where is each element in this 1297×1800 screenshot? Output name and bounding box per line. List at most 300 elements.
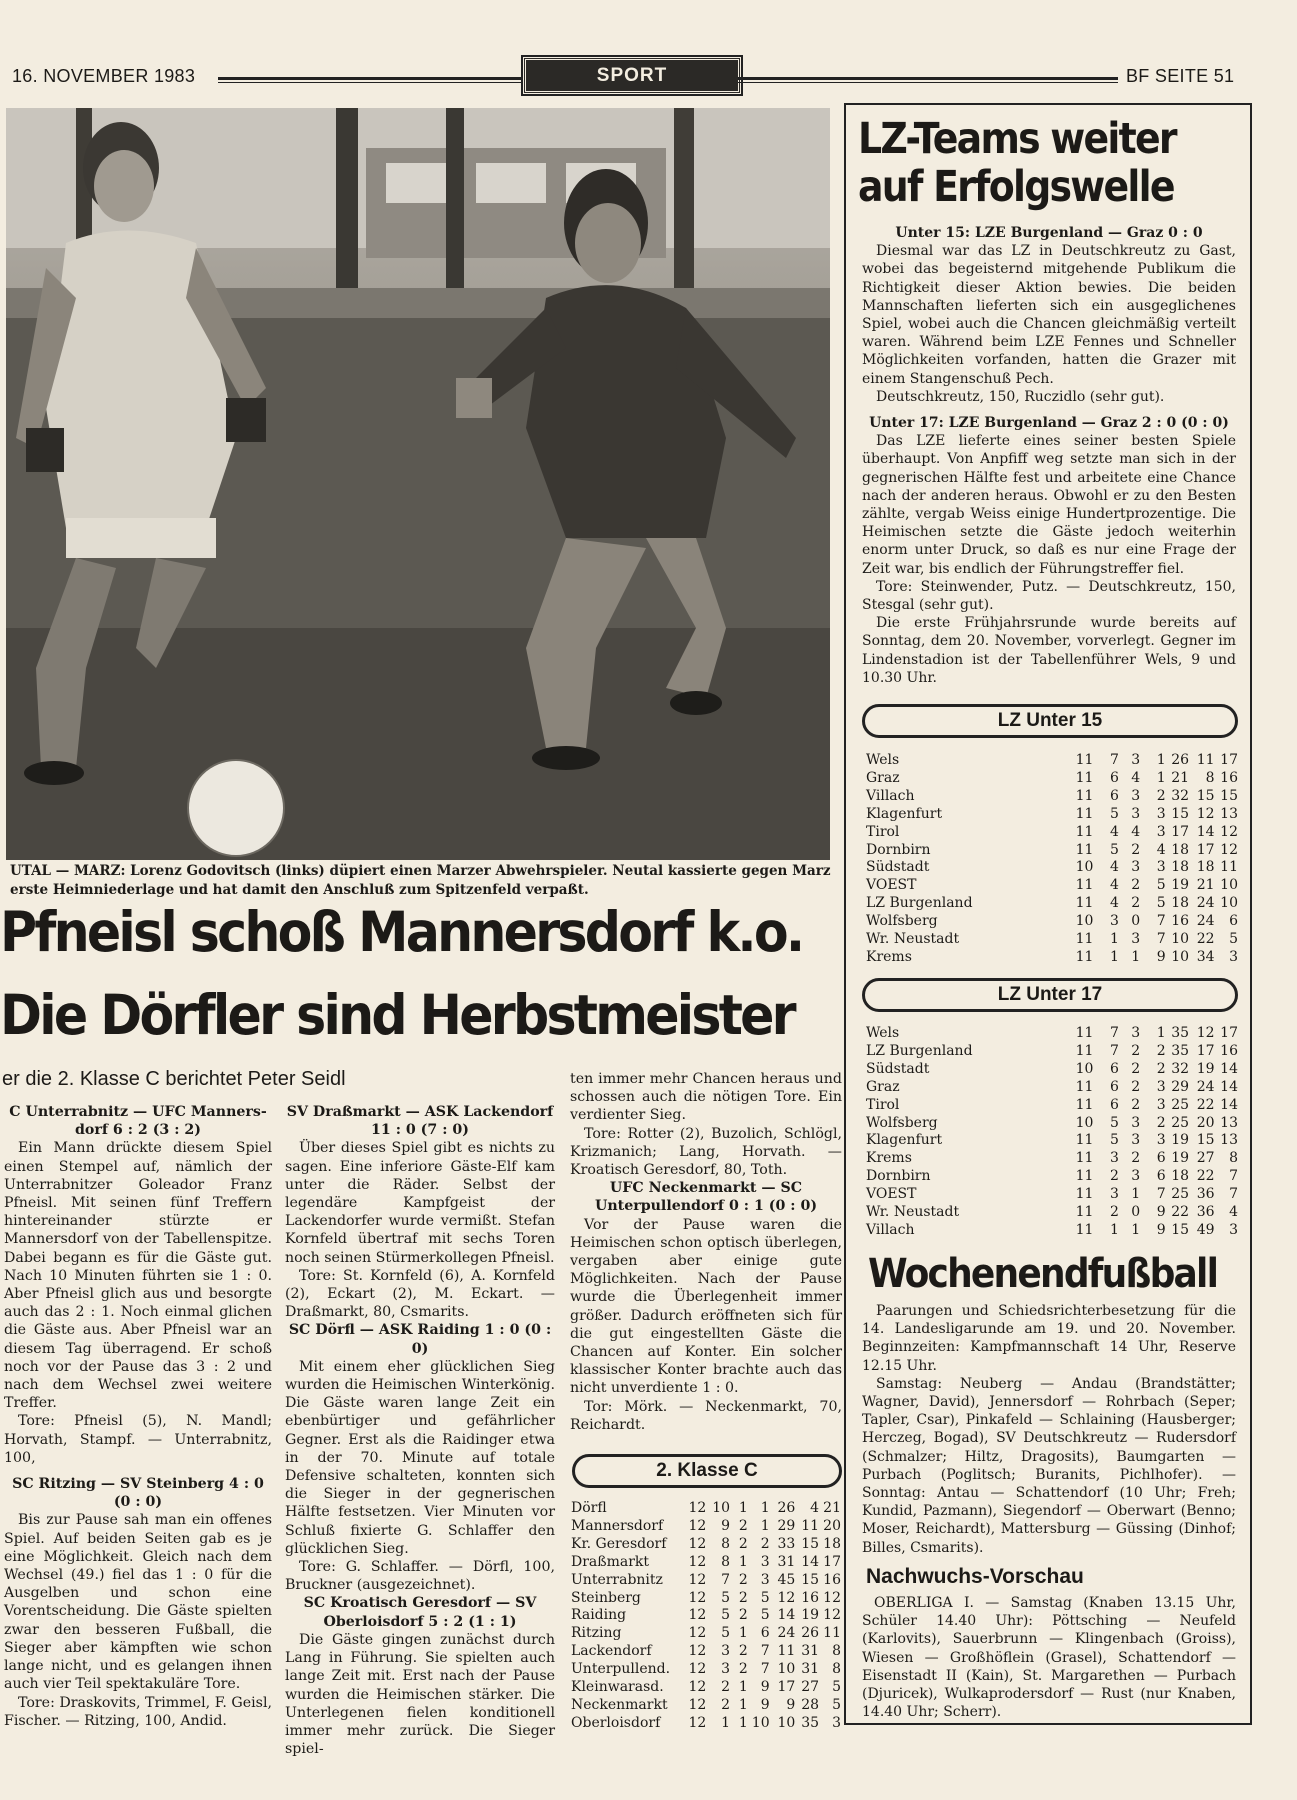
stat-cell: 24 — [1196, 1078, 1215, 1095]
stat-cell: 5 — [832, 1696, 841, 1713]
stat-cell: 5 — [760, 1589, 770, 1606]
stat-cell: 4 — [1110, 895, 1119, 912]
stat-cell: 3 — [1131, 805, 1141, 822]
stat-cell: 5 — [760, 1607, 770, 1624]
team-name: Wr. Neustadt — [866, 931, 960, 948]
team-name: Klagenfurt — [866, 1132, 943, 1149]
stat-cell: 11 — [1075, 895, 1094, 912]
stat-cell: 11 — [1075, 841, 1094, 858]
team-name: Dornbirn — [866, 841, 931, 858]
stat-cell: 29 — [1171, 1078, 1190, 1095]
stat-cell: 19 — [1171, 1150, 1190, 1167]
col1-subheading: C Unterrabnitz — UFC Manners- — [9, 1104, 267, 1120]
table-row — [571, 1697, 841, 1715]
stat-cell: 15 — [801, 1535, 820, 1552]
stat-cell: 10 — [1220, 877, 1238, 894]
stat-cell: 17 — [823, 1553, 841, 1570]
stat-cell: 18 — [1171, 859, 1190, 876]
table-row — [866, 842, 1238, 860]
stat-cell: 7 — [1229, 1168, 1238, 1185]
stat-cell: 12 — [688, 1661, 707, 1678]
section-label: SPORT — [523, 57, 741, 94]
page-number: BF SEITE 51 — [1126, 66, 1235, 86]
team-name: Lackendorf — [571, 1643, 652, 1660]
col2-paragraph: Über dieses Spiel gibt es nichts zu sagen. Eine inferiore Gäste-Elf kam unter die Räder. Selbst der legendäre Kampfgeist der Lackendorfer wurde vermißt. Stefan Kornfeld übertraf mit sechs Toren noch seinen Stürmerkollegen Pfneisl. — [285, 1140, 555, 1266]
team-name: Wels — [866, 1025, 900, 1041]
table-row — [866, 1097, 1238, 1115]
stat-cell: 1 — [1131, 948, 1141, 965]
stat-cell: 1 — [738, 1500, 748, 1516]
stat-cell: 4 — [810, 1500, 820, 1516]
table-row — [866, 895, 1238, 913]
wochenend-paragraph: Samstag: Neuberg — Andau (Brandstätter; Wagner, David), Jennersdorf — Rohrbach (Seper; Tapler, Csar), Pinkafeld — Schlaining (Hausberger; Herczeg, Bogad), SV Deutschkreutz — Rudersdorf (Schmalzer; Hiltz, Dragosits), Baumgarten — Purbach (Poglitsch; Buranits, Pichlhofer). — Sonntag: Antau — Schattendorf (10 Uhr; Freh; Kundid, Pazmann), Siegendorf — Oberwart (Benno; Moser, Reichardt), Mattersburg — Güssing (Dinhof; Billes, Csmarits). — [862, 1375, 1236, 1556]
stat-cell: 8 — [832, 1643, 841, 1660]
stat-cell: 31 — [801, 1643, 820, 1660]
stat-cell: 6 — [1156, 1150, 1166, 1167]
stat-cell: 12 — [688, 1679, 707, 1696]
team-name: Klagenfurt — [866, 805, 943, 822]
table-row — [866, 752, 1238, 770]
stat-cell: 2 — [1131, 1096, 1141, 1113]
stat-cell: 2 — [1156, 1114, 1166, 1131]
stat-cell: 29 — [777, 1517, 796, 1534]
stat-cell: 2 — [1156, 1042, 1166, 1059]
stat-cell: 19 — [1171, 1132, 1190, 1149]
table-row — [571, 1500, 841, 1518]
stat-cell: 17 — [1220, 1025, 1238, 1041]
unter17-table — [866, 1025, 1238, 1240]
stat-cell: 2 — [1110, 1168, 1119, 1185]
stat-cell: 2 — [1131, 1042, 1141, 1059]
stat-cell: 12 — [688, 1643, 707, 1660]
stat-cell: 3 — [832, 1714, 841, 1731]
stat-cell: 6 — [1229, 913, 1238, 930]
nachwuchs-article — [862, 1594, 1236, 1721]
stat-cell: 10 — [1075, 859, 1094, 876]
stat-cell: 9 — [1156, 1221, 1166, 1238]
stat-cell: 12 — [688, 1500, 707, 1516]
stat-cell: 3 — [1156, 859, 1166, 876]
table-row — [866, 877, 1238, 895]
stat-cell: 11 — [1075, 948, 1094, 965]
stat-cell: 6 — [1110, 769, 1119, 786]
table-row — [571, 1661, 841, 1679]
col2-subheading: SC Kroatisch Geresdorf — SV Oberloisdorf 5 : 2 (1 : 1) — [303, 1595, 537, 1630]
stat-cell: 24 — [1196, 895, 1215, 912]
unter15-title-text: LZ Unter 15 — [997, 710, 1103, 731]
stat-cell: 6 — [1110, 1060, 1119, 1077]
stat-cell: 8 — [832, 1661, 841, 1678]
stat-cell: 12 — [1196, 1025, 1215, 1041]
stat-cell: 25 — [1171, 1096, 1190, 1113]
stat-cell: 1 — [760, 1500, 770, 1516]
col3-paragraph: Tore: Rotter (2), Buzolich, Schlögl, Krizmanich; Lang, Horvath. — Kroatisch Geresdorf, 80, Toth. — [570, 1125, 842, 1179]
stat-cell: 27 — [1196, 1150, 1215, 1167]
nachwuchs-title: Nachwuchs-Vorschau — [866, 1565, 1084, 1588]
stat-cell: 7 — [1156, 913, 1166, 930]
stat-cell: 8 — [721, 1553, 731, 1570]
stat-cell: 15 — [1196, 1132, 1215, 1149]
stat-cell: 3 — [721, 1661, 731, 1678]
unter17-title-text: LZ Unter 17 — [997, 984, 1103, 1005]
stat-cell: 27 — [801, 1679, 820, 1696]
stat-cell: 19 — [1171, 877, 1190, 894]
table-row — [866, 1061, 1238, 1079]
table-row — [866, 1150, 1238, 1168]
stat-cell: 34 — [1196, 948, 1215, 965]
stat-cell: 5 — [832, 1679, 841, 1696]
stat-cell: 32 — [1171, 1060, 1190, 1077]
photo-caption — [10, 862, 835, 900]
stat-cell: 4 — [1110, 823, 1119, 840]
stat-cell: 3 — [1131, 1114, 1141, 1131]
stat-cell: 18 — [823, 1535, 841, 1552]
stat-cell: 16 — [823, 1571, 841, 1588]
team-name: Villach — [866, 787, 915, 804]
stat-cell: 12 — [688, 1553, 707, 1570]
lz-paragraph: Das LZE lieferte eines seiner besten Spiele überhaupt. Von Anpfiff weg setzte man sich in der gegnerischen Hälfte fest und arbeitete eine Chance nach der anderen heraus. Obwohl er zu den Besten zählte, vergab Weiss einige Hundertprozentige. Die Heimischen setzte die Gäste jedoch weiterhin enorm unter Druck, so daß es nur eine Frage der Zeit war, bis endlich der Führungstreffer fiel. — [862, 433, 1236, 577]
stat-cell: 7 — [760, 1643, 770, 1660]
team-name: Draßmarkt — [571, 1553, 650, 1570]
table-row — [866, 1132, 1238, 1150]
table-row — [866, 1222, 1238, 1240]
stat-cell: 10 — [1171, 948, 1190, 965]
col3-paragraph: Vor der Pause waren die Heimischen schon optisch überlegen, vergaben aber einige gute Möglichkeiten. Nach der Pause wurde die Überlegenheit immer größer. Dadurch eröffneten sich für die gut eingestellten Gäste die Chancen auf Konter. Ein solcher klassischer Konter brachte auch das nicht unverdiente 1 : 0. — [570, 1216, 842, 1397]
stat-cell: 17 — [1171, 823, 1190, 840]
stat-cell: 24 — [777, 1625, 796, 1642]
stat-cell: 3 — [760, 1553, 770, 1570]
table-row — [866, 913, 1238, 931]
stat-cell: 4 — [1131, 823, 1141, 840]
stat-cell: 1 — [738, 1714, 748, 1731]
stat-cell: 2 — [1131, 1060, 1141, 1077]
team-name: Oberloisdorf — [571, 1714, 661, 1731]
stat-cell: 12 — [688, 1571, 707, 1588]
lz-subheading: Unter 15: LZE Burgenland — Graz 0 : 0 — [895, 225, 1203, 241]
stat-cell: 22 — [1196, 931, 1215, 948]
stat-cell: 1 — [1156, 769, 1166, 786]
col2-paragraph: Tore: G. Schlaffer. — Dörfl, 100, Bruckner (ausgezeichnet). — [285, 1559, 555, 1594]
stat-cell: 16 — [1220, 1042, 1238, 1059]
stat-cell: 11 — [1196, 752, 1215, 768]
unter15-table — [866, 752, 1238, 967]
team-name: Wels — [866, 752, 900, 768]
stat-cell: 4 — [1131, 769, 1141, 786]
stat-cell: 10 — [751, 1714, 770, 1731]
headline-2: Die Dörfler sind Herbstmeister — [0, 983, 794, 1047]
stat-cell: 11 — [1075, 877, 1094, 894]
team-name: Kleinwarasd. — [571, 1679, 664, 1696]
stat-cell: 17 — [1196, 1042, 1215, 1059]
stat-cell: 14 — [1220, 1078, 1238, 1095]
stat-cell: 6 — [760, 1625, 770, 1642]
col1-subheading: SC Ritzing — SV Steinberg 4 : 0 — [12, 1476, 264, 1493]
col2-subheading: 11 : 0 (7 : 0) — [371, 1122, 469, 1139]
stat-cell: 2 — [760, 1535, 770, 1552]
stat-cell: 18 — [1171, 895, 1190, 912]
stat-cell: 9 — [1156, 1204, 1166, 1221]
stat-cell: 3 — [1156, 1132, 1166, 1149]
caption-line-1: UTAL — MARZ: Lorenz Godovitsch (links) düpiert einen Marzer Abwehrspieler. Neutal kassierte gegen Marz — [10, 863, 831, 879]
table-row — [571, 1518, 841, 1536]
stat-cell: 11 — [1075, 1204, 1094, 1221]
stat-cell: 7 — [1110, 1025, 1119, 1041]
byline: er die 2. Klasse C berichtet Peter Seidl — [2, 1068, 346, 1090]
article-column-3 — [570, 1070, 842, 1434]
header-rule-left-thin — [218, 82, 523, 83]
stat-cell: 15 — [1171, 805, 1190, 822]
stat-cell: 14 — [1220, 1060, 1238, 1077]
col1-paragraph: Bis zur Pause sah man ein offenes Spiel. Auf beiden Seiten gab es je eine Möglichkeit. Gleich nach dem Wechsel (49.) fiel das 1 : 0 für die Ausgelben und schon eine Vorentscheidung. Die Gäste spielten zwar den besseren Fußball, die Sieger aber kämpften wie schon lange nicht, und es gelangen ihnen auch vier Teil spektakuläre Tore. — [4, 1512, 272, 1693]
stat-cell: 5 — [1110, 1132, 1119, 1149]
team-name: Raiding — [571, 1607, 627, 1624]
stat-cell: 12 — [688, 1625, 707, 1642]
table-row — [866, 931, 1238, 949]
stat-cell: 1 — [738, 1553, 748, 1570]
stat-cell: 18 — [1171, 1168, 1190, 1185]
lz-paragraph: Tore: Steinwender, Putz. — Deutschkreutz, 150, Stesgal (sehr gut). — [862, 578, 1236, 614]
stat-cell: 36 — [1196, 1186, 1215, 1203]
stat-cell: 14 — [777, 1607, 796, 1624]
klasse-c-table — [571, 1500, 841, 1733]
stat-cell: 26 — [777, 1500, 796, 1516]
stat-cell: 3 — [1156, 805, 1166, 822]
stat-cell: 1 — [1110, 948, 1119, 965]
stat-cell: 17 — [1196, 841, 1215, 858]
stat-cell: 11 — [1075, 769, 1094, 786]
stat-cell: 3 — [1156, 1078, 1166, 1095]
lz-paragraph: Deutschkreutz, 150, Ruczidlo (sehr gut). — [876, 388, 1165, 405]
table-row — [866, 949, 1238, 967]
stat-cell: 15 — [1220, 787, 1238, 804]
stat-cell: 31 — [777, 1553, 796, 1570]
stat-cell: 11 — [1075, 1221, 1094, 1238]
stat-cell: 9 — [721, 1517, 731, 1534]
stat-cell: 7 — [1229, 1186, 1238, 1203]
stat-cell: 24 — [1196, 913, 1215, 930]
team-name: Südstadt — [866, 859, 930, 876]
stat-cell: 26 — [801, 1625, 820, 1642]
stat-cell: 21 — [1196, 877, 1215, 894]
col2-subheading: SV Draßmarkt — ASK Lackendorf — [286, 1104, 554, 1120]
stat-cell: 12 — [688, 1535, 707, 1552]
stat-cell: 11 — [1075, 805, 1094, 822]
stat-cell: 15 — [801, 1571, 820, 1588]
stat-cell: 10 — [1075, 913, 1094, 930]
col2-paragraph: Tore: St. Kornfeld (6), A. Kornfeld (2), Eckart (2), M. Eckart. — Draßmarkt, 80, Csmarits. — [285, 1267, 555, 1321]
caption-line-2: erste Heimniederlage und hat damit den Anschluß zum Spitzenfeld verpaßt. — [10, 882, 589, 898]
stat-cell: 2 — [738, 1643, 748, 1660]
stat-cell: 18 — [1171, 841, 1190, 858]
stat-cell: 3 — [1110, 913, 1119, 930]
stat-cell: 12 — [823, 1589, 841, 1606]
lz-article — [862, 224, 1236, 687]
stat-cell: 7 — [1156, 1186, 1166, 1203]
stat-cell: 13 — [1220, 1132, 1238, 1149]
article-column-1 — [4, 1103, 272, 1730]
stat-cell: 10 — [777, 1714, 796, 1731]
wochenend-article — [862, 1302, 1236, 1557]
unter15-table-title — [862, 704, 1238, 738]
stat-cell: 13 — [1220, 805, 1238, 822]
stat-cell: 5 — [1156, 895, 1166, 912]
stat-cell: 2 — [738, 1535, 748, 1552]
stat-cell: 7 — [1110, 752, 1119, 768]
stat-cell: 10 — [1075, 1060, 1094, 1077]
stat-cell: 14 — [1196, 823, 1215, 840]
stat-cell: 11 — [801, 1517, 820, 1534]
klasse-c-table-title — [572, 1454, 842, 1488]
stat-cell: 7 — [760, 1661, 770, 1678]
team-name: Unterrabnitz — [571, 1571, 663, 1588]
col3-paragraph: Tor: Mörk. — Neckenmarkt, 70, Reichardt. — [570, 1398, 842, 1433]
col1-paragraph: Ein Mann drückte diesem Spiel einen Stempel auf, nämlich der Unterrabnitzer Goleador Franz Pfneisl. Mit seinen fünf Treffern hintereinander stürzte er Mannersdorf von der Tabellenspitze. Dabei begann es für die Gäste gut. Nach 10 Minuten führten sie 1 : 0. Aber Pfneisl glich aus und besorgte auch das 2 : 1. Noch einmal glichen die Gäste aus. Aber Pfneisl war an diesem Tag überragend. Er schoß noch vor der Pause das 3 : 2 und nach dem Wechsel zwei weitere Treffer. — [4, 1140, 272, 1412]
col3-paragraph: ten immer mehr Chancen heraus und schossen auch die nötigen Tore. Ein verdienter Sieg. — [570, 1071, 842, 1124]
team-name: Steinberg — [571, 1589, 641, 1606]
stat-cell: 32 — [1171, 787, 1190, 804]
table-row — [571, 1643, 841, 1661]
stat-cell: 16 — [801, 1589, 820, 1606]
table-row — [866, 1025, 1238, 1043]
team-name: Dornbirn — [866, 1168, 931, 1185]
table-row — [866, 806, 1238, 824]
table-row — [571, 1590, 841, 1608]
stat-cell: 8 — [1229, 1150, 1238, 1167]
stat-cell: 3 — [1110, 1186, 1119, 1203]
team-name: Wr. Neustadt — [866, 1204, 960, 1221]
stat-cell: 1 — [738, 1696, 748, 1713]
stat-cell: 10 — [1171, 931, 1190, 948]
team-name: Ritzing — [571, 1625, 622, 1642]
col1-subheading: (0 : 0) — [113, 1494, 163, 1511]
stat-cell: 3 — [1131, 931, 1141, 948]
stat-cell: 28 — [801, 1696, 820, 1713]
stat-cell: 1 — [760, 1517, 770, 1534]
team-name: Wolfsberg — [866, 913, 938, 930]
lz-paragraph: Diesmal war das LZ in Deutschkreutz zu Gast, wobei das begeisternd mitgehende Publikum die Richtigkeit dieser Aktion bewies. Die beiden Mannschaften lieferten sich ein ausgeglichenes Spiel, wobei auch die Chancen gleichmäßig verteilt waren. Während beim LZE Fennes und Schneller Möglichkeiten vorfanden, hatten die Grazer mit einem Stangenschuß Pech. — [862, 243, 1236, 387]
stat-cell: 12 — [688, 1589, 707, 1606]
stat-cell: 3 — [1131, 859, 1141, 876]
stat-cell: 3 — [1229, 948, 1238, 965]
stat-cell: 2 — [1131, 895, 1141, 912]
stat-cell: 12 — [688, 1607, 707, 1624]
team-name: Krems — [866, 1150, 912, 1167]
team-name: Tirol — [866, 1096, 900, 1113]
team-name: Dörfl — [571, 1500, 607, 1516]
stat-cell: 0 — [1131, 913, 1141, 930]
stat-cell: 1 — [721, 1714, 731, 1731]
wochenend-paragraph: Paarungen und Schiedsrichterbesetzung für die 14. Landesligarunde am 19. und 20. November. Beginnzeiten: Kampfmannschaft 14 Uhr, Reserve 12.15 Uhr. — [862, 1303, 1236, 1374]
stat-cell: 2 — [1131, 1150, 1141, 1167]
stat-cell: 26 — [1171, 752, 1190, 768]
team-name: Mannersdorf — [571, 1517, 664, 1534]
stat-cell: 6 — [1110, 1078, 1119, 1095]
stat-cell: 19 — [1196, 1060, 1215, 1077]
col1-paragraph: Tore: Draskovits, Trimmel, F. Geisl, Fischer. — Ritzing, 100, Andid. — [4, 1694, 272, 1729]
stat-cell: 31 — [801, 1661, 820, 1678]
stat-cell: 11 — [1075, 931, 1094, 948]
stat-cell: 35 — [1171, 1025, 1190, 1041]
stat-cell: 10 — [712, 1500, 731, 1516]
stat-cell: 5 — [721, 1607, 731, 1624]
stat-cell: 2 — [721, 1696, 731, 1713]
stat-cell: 5 — [1110, 1114, 1119, 1131]
stat-cell: 22 — [1171, 1204, 1190, 1221]
stat-cell: 21 — [823, 1500, 841, 1516]
table-row — [866, 1115, 1238, 1133]
stat-cell: 3 — [721, 1643, 731, 1660]
stat-cell: 14 — [801, 1553, 820, 1570]
stat-cell: 9 — [786, 1696, 796, 1713]
stat-cell: 19 — [801, 1607, 820, 1624]
header-rule-right-thin — [738, 82, 1118, 83]
table-row — [571, 1536, 841, 1554]
stat-cell: 15 — [1196, 787, 1215, 804]
stat-cell: 2 — [1131, 877, 1141, 894]
stat-cell: 2 — [738, 1589, 748, 1606]
stat-cell: 12 — [688, 1517, 707, 1534]
stat-cell: 4 — [1229, 1204, 1238, 1221]
stat-cell: 35 — [801, 1714, 820, 1731]
stat-cell: 1 — [1110, 931, 1119, 948]
stat-cell: 13 — [1220, 1114, 1238, 1131]
stat-cell: 2 — [738, 1661, 748, 1678]
lz-title-line-1: LZ-Teams weiter — [858, 114, 1176, 164]
nachwuchs-text: OBERLIGA I. — Samstag (Knaben 13.15 Uhr, Schüler 14.40 Uhr): Pöttsching — Neufeld (Karlovits), Sauerbrunn — Klingenbach (Groiss), Wiesen — Großhöflein (Grasel), Schattendorf — Eisenstadt II (Kain), St. Margarethen — Purbach (Djuricek), Wulkaprodersdorf — Rust (nur Knaben, 14.40 Uhr; Scherr). — [862, 1595, 1236, 1721]
stat-cell: 2 — [1156, 787, 1166, 804]
team-name: Villach — [866, 1221, 915, 1238]
stat-cell: 36 — [1196, 1204, 1215, 1221]
stat-cell: 11 — [1075, 1096, 1094, 1113]
issue-date: 16. NOVEMBER 1983 — [12, 66, 196, 86]
stat-cell: 12 — [1196, 805, 1215, 822]
stat-cell: 10 — [777, 1661, 796, 1678]
table-row — [866, 859, 1238, 877]
team-name: LZ Burgenland — [866, 1042, 973, 1059]
col1-spacer — [4, 1467, 272, 1475]
table-row — [571, 1607, 841, 1625]
team-name: Kr. Geresdorf — [571, 1535, 667, 1552]
unter17-table-title — [862, 978, 1238, 1012]
stat-cell: 6 — [1156, 1168, 1166, 1185]
stat-cell: 11 — [823, 1625, 841, 1642]
stat-cell: 0 — [1131, 1204, 1141, 1221]
table-row — [866, 1043, 1238, 1061]
stat-cell: 25 — [1171, 1186, 1190, 1203]
stat-cell: 2 — [738, 1517, 748, 1534]
stat-cell: 15 — [1171, 1221, 1190, 1238]
stat-cell: 5 — [1110, 841, 1119, 858]
team-name: Tirol — [866, 823, 900, 840]
stat-cell: 3 — [1156, 823, 1166, 840]
stat-cell: 11 — [1075, 1078, 1094, 1095]
stat-cell: 2 — [1156, 1060, 1166, 1077]
lz-subheading: Unter 17: LZE Burgenland — Graz 2 : 0 (0 : 0) — [869, 415, 1229, 432]
col1-paragraph: Tore: Pfneisl (5), N. Mandl; Horvath, Stampf. — Unterrabnitz, 100, — [4, 1413, 272, 1466]
stat-cell: 12 — [823, 1607, 841, 1624]
stat-cell: 5 — [1229, 931, 1238, 948]
stat-cell: 9 — [1156, 948, 1166, 965]
stat-cell: 1 — [738, 1679, 748, 1696]
header-rule-right — [738, 77, 1118, 80]
stat-cell: 5 — [721, 1589, 731, 1606]
col1-subheading: dorf 6 : 2 (3 : 2) — [75, 1122, 201, 1139]
table-row — [866, 1168, 1238, 1186]
stat-cell: 11 — [1075, 1042, 1094, 1059]
stat-cell: 21 — [1171, 769, 1190, 786]
stat-cell: 3 — [1131, 787, 1141, 804]
table-row — [571, 1625, 841, 1643]
